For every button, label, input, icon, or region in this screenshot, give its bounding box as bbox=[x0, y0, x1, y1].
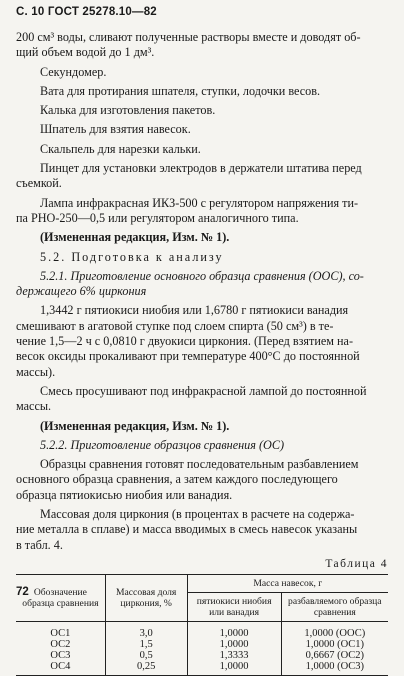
text-line: ние металла в сплаве) и масса вводимых в смесь навесок указаны bbox=[16, 522, 358, 537]
col-header-designation: Обозначение образца сравнения bbox=[16, 575, 105, 622]
item-cotton: Вата для протирания шпателя, ступки, лодочки весов. bbox=[40, 83, 321, 98]
amendment-note: (Измененная редакция, Изм. № 1). bbox=[40, 418, 230, 433]
section-heading-5-2-1 bbox=[16, 269, 388, 300]
text-line: щий объем водой до 1 дм³. bbox=[16, 45, 155, 60]
text-line: в табл. 4. bbox=[16, 537, 63, 552]
amendment-note: (Измененная редакция, Изм. № 1). bbox=[40, 230, 230, 245]
cell-designation: ОС1 bbox=[16, 622, 105, 640]
paragraph-tweezers bbox=[16, 161, 388, 192]
cell-diluting: 1,0000 (ОС1) bbox=[305, 639, 365, 651]
text-line: смешивают в агатовой ступке под слоем спирта (50 см³) в те- bbox=[16, 318, 334, 333]
cell-diluting: 1,0000 (ООС) bbox=[304, 628, 366, 640]
col-header-diluting: разбавляемого образца сравнения bbox=[281, 593, 388, 622]
item-stopwatch: Секундомер. bbox=[40, 64, 107, 79]
text-line: Пинцет для установки электродов в держатели штатива перед bbox=[40, 161, 362, 176]
text-line: массы. bbox=[16, 399, 52, 414]
cell-mass-fraction: 0,5 bbox=[105, 650, 187, 661]
cell-niobium: 1,0000 bbox=[187, 622, 281, 640]
cell-niobium: 1,0000 bbox=[187, 639, 281, 650]
page-header: С. 10 ГОСТ 25278.10—82 bbox=[16, 6, 157, 18]
item-spatula: Шпатель для взятия навесок. bbox=[40, 122, 191, 137]
cell-mass-fraction: 3,0 bbox=[105, 622, 187, 640]
text-line: па РНО-250—0,5 или регулятором аналогичного типа. bbox=[16, 210, 299, 225]
item-scalpel: Скальпель для нарезки кальки. bbox=[40, 141, 201, 156]
table-row bbox=[16, 650, 388, 661]
cell-mass-fraction: 1,5 bbox=[105, 639, 187, 650]
table-row bbox=[16, 622, 388, 640]
section-heading-5-2: 5.2. Подготовка к анализу bbox=[40, 249, 224, 264]
text-line: образца пятиокисью ниобия или ванадия. bbox=[16, 487, 233, 502]
text-line: чение 1,5—2 ч с 0,0810 г двуокиси циркония. (Перед взятием на- bbox=[16, 334, 354, 349]
cell-niobium: 1,0000 bbox=[187, 661, 281, 676]
text-line: держащего 6% циркония bbox=[16, 284, 147, 299]
paragraph-mass-fraction bbox=[16, 507, 388, 553]
text-line: съемкой. bbox=[16, 176, 62, 191]
paragraph-lamp bbox=[16, 196, 388, 227]
text-line: массы). bbox=[16, 364, 56, 379]
text-line: 200 см³ воды, сливают полученные растворы вместе и доводят об- bbox=[16, 30, 361, 44]
text-line: весок оксиды прокаливают при температуре 400°С до постоянной bbox=[16, 349, 360, 364]
col-header-mass-group: Масса навесок, г bbox=[187, 575, 388, 593]
cell-designation: ОС2 bbox=[16, 639, 105, 650]
cell-niobium: 1,3333 bbox=[187, 650, 281, 661]
cell-diluting: 0,6667 (ОС2) bbox=[305, 650, 365, 662]
section-heading-5-2-2: 5.2.2. Приготовление образцов сравнения (ОС) bbox=[40, 437, 285, 452]
col-header-niobium: пятиокиси ниобия или ванадия bbox=[187, 593, 281, 622]
table-row bbox=[16, 661, 388, 676]
table-row bbox=[16, 639, 388, 650]
item-tracing-paper: Калька для изготовления пакетов. bbox=[40, 103, 216, 118]
text-line: 5.2.1. Приготовление основного образца сравнения (ООС), со- bbox=[40, 268, 364, 283]
cell-mass-fraction: 0,25 bbox=[105, 661, 187, 676]
paragraph-mixing bbox=[16, 303, 388, 379]
paragraph-water bbox=[16, 30, 388, 61]
page-number: 72 bbox=[16, 586, 29, 598]
table-caption: Таблица 4 bbox=[325, 557, 388, 570]
text-line: Лампа инфракрасная ИКЗ-500 с регулятором напряжения ти- bbox=[40, 195, 359, 210]
text-line: Образцы сравнения готовят последовательным разбавлением bbox=[40, 457, 359, 472]
text-line: 1,3442 г пятиокиси ниобия или 1,6780 г пятиокиси ванадия bbox=[40, 303, 349, 318]
paragraph-samples bbox=[16, 457, 388, 503]
cell-designation: ОС4 bbox=[16, 661, 105, 676]
col-header-mass-fraction: Массовая доля циркония, % bbox=[105, 575, 187, 622]
paragraph-drying bbox=[16, 384, 388, 415]
text-line: Смесь просушивают под инфракрасной лампой до постоянной bbox=[40, 383, 367, 398]
cell-designation: ОС3 bbox=[16, 650, 105, 661]
text-line: основного образца сравнения, а затем каждого последующего bbox=[16, 472, 338, 487]
reference-samples-table bbox=[16, 574, 388, 676]
cell-diluting: 1,0000 (ОС3) bbox=[305, 661, 365, 673]
document-body bbox=[16, 30, 388, 676]
text-line: Массовая доля циркония (в процентах в расчете на содержа- bbox=[40, 507, 355, 522]
